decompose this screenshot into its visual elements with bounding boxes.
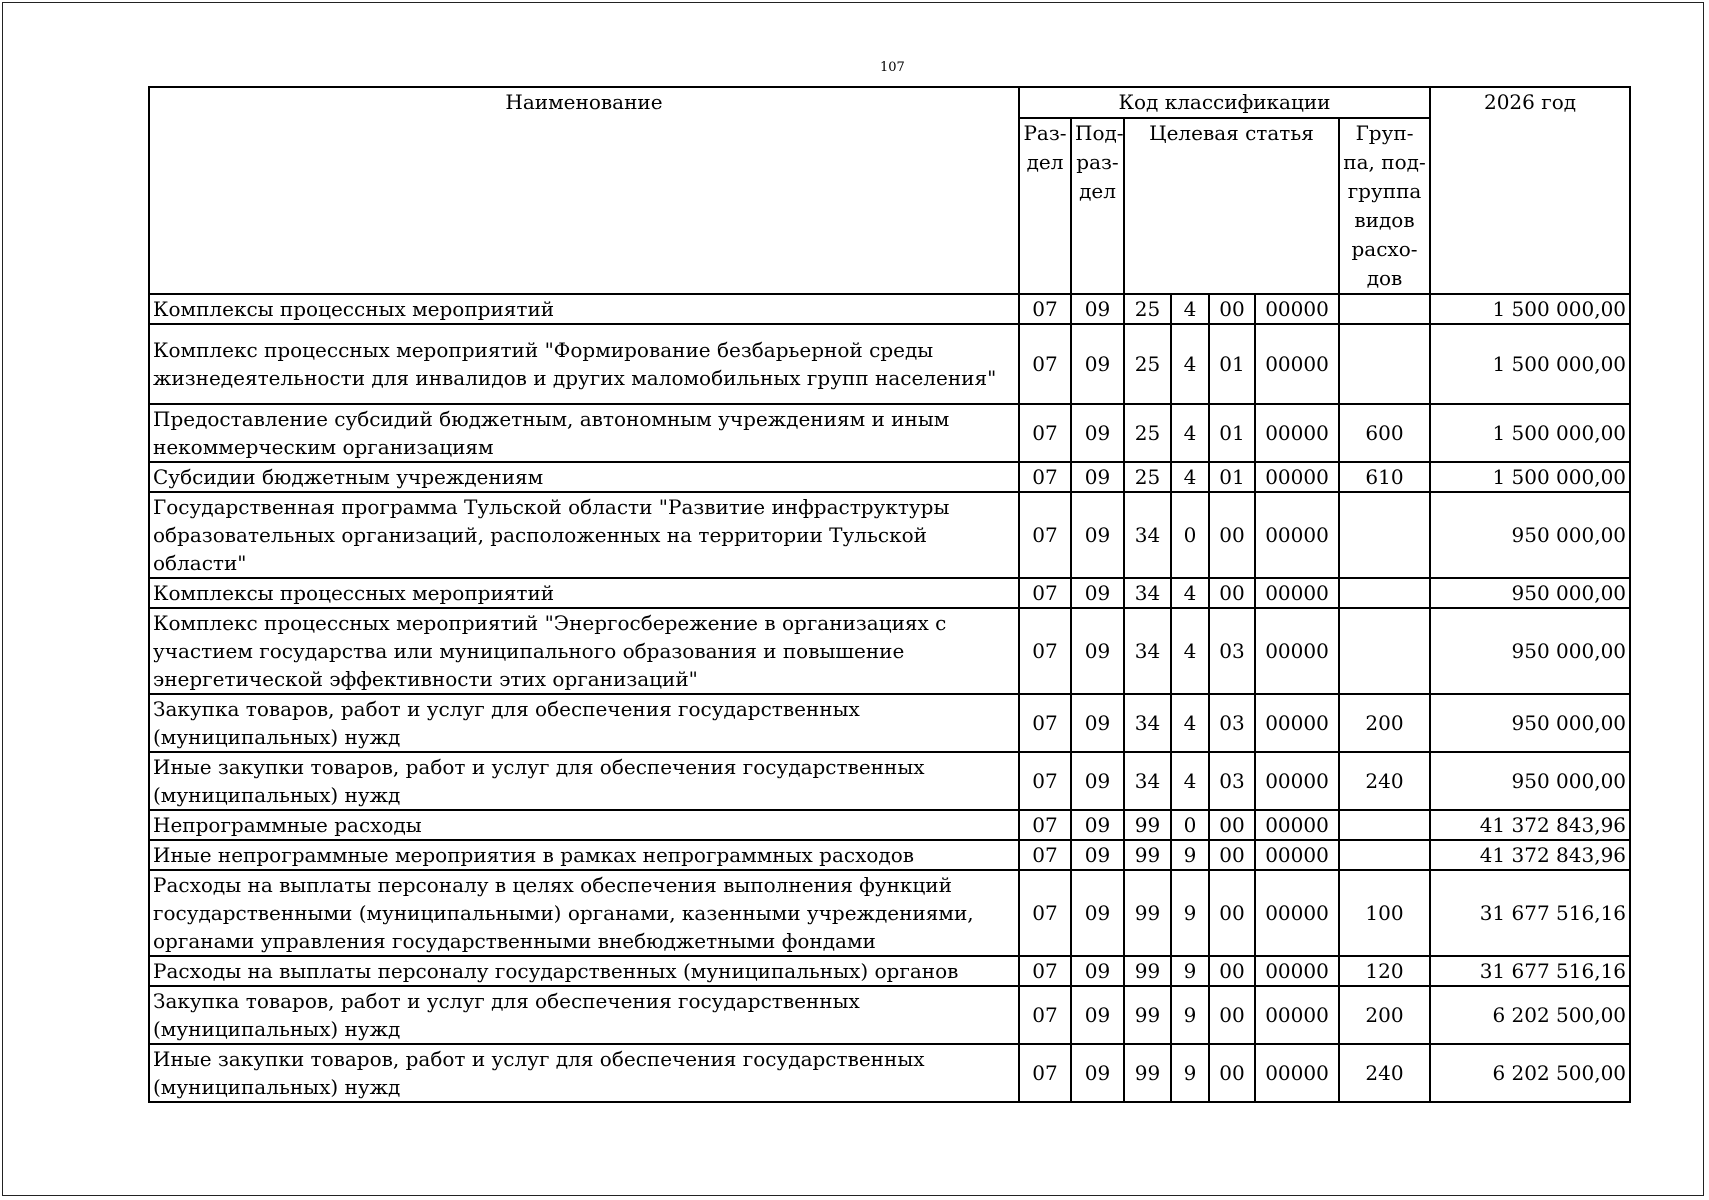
row-expense-group: 200: [1339, 986, 1430, 1044]
row-target-direction: 00000: [1255, 1044, 1339, 1102]
row-name: Иные непрограммные мероприятия в рамках непрограммных расходов: [149, 840, 1019, 870]
row-amount: 1 500 000,00: [1430, 294, 1630, 324]
row-expense-group: [1339, 810, 1430, 840]
header-classification-code: Код классификации: [1019, 87, 1430, 118]
header-year: 2026 год: [1430, 87, 1630, 294]
row-target-structure: 00: [1209, 1044, 1255, 1102]
row-subsection: 09: [1071, 694, 1124, 752]
row-expense-group: [1339, 578, 1430, 608]
table-row: [149, 752, 1630, 810]
row-section: 07: [1019, 492, 1071, 578]
row-amount: 950 000,00: [1430, 752, 1630, 810]
row-name: Иные закупки товаров, работ и услуг для обеспечения государственных (муниципальных) нужд: [149, 1044, 1019, 1102]
row-target-type: 4: [1171, 324, 1209, 404]
row-target-direction: 00000: [1255, 404, 1339, 462]
table-row: [149, 324, 1630, 404]
row-target-direction: 00000: [1255, 324, 1339, 404]
row-subsection: 09: [1071, 752, 1124, 810]
row-target-program: 99: [1124, 1044, 1171, 1102]
budget-table: [148, 86, 1631, 1103]
row-target-program: 99: [1124, 956, 1171, 986]
row-expense-group: 120: [1339, 956, 1430, 986]
row-section: 07: [1019, 324, 1071, 404]
row-target-direction: 00000: [1255, 870, 1339, 956]
header-section: Раз-дел: [1019, 118, 1071, 294]
row-target-direction: 00000: [1255, 840, 1339, 870]
row-target-structure: 00: [1209, 986, 1255, 1044]
row-target-type: 4: [1171, 578, 1209, 608]
row-subsection: 09: [1071, 840, 1124, 870]
row-name: Комплекс процессных мероприятий "Энергосбережение в организациях с участием государства или муниципального образования и повышение энергетической эффективности этих организаций": [149, 608, 1019, 694]
row-name: Предоставление субсидий бюджетным, автономным учреждениям и иным некоммерческим организациям: [149, 404, 1019, 462]
row-target-type: 4: [1171, 462, 1209, 492]
row-target-type: 9: [1171, 956, 1209, 986]
row-target-structure: 01: [1209, 324, 1255, 404]
row-expense-group: 200: [1339, 694, 1430, 752]
row-amount: 950 000,00: [1430, 492, 1630, 578]
row-section: 07: [1019, 578, 1071, 608]
row-target-program: 34: [1124, 752, 1171, 810]
row-section: 07: [1019, 870, 1071, 956]
row-target-type: 9: [1171, 1044, 1209, 1102]
row-target-type: 4: [1171, 404, 1209, 462]
row-expense-group: 240: [1339, 752, 1430, 810]
row-expense-group: 100: [1339, 870, 1430, 956]
row-name: Субсидии бюджетным учреждениям: [149, 462, 1019, 492]
row-target-type: 0: [1171, 492, 1209, 578]
row-target-structure: 00: [1209, 840, 1255, 870]
row-section: 07: [1019, 294, 1071, 324]
table-row: [149, 404, 1630, 462]
row-target-type: 9: [1171, 840, 1209, 870]
row-target-type: 0: [1171, 810, 1209, 840]
row-subsection: 09: [1071, 956, 1124, 986]
row-expense-group: [1339, 492, 1430, 578]
row-name: Комплексы процессных мероприятий: [149, 294, 1019, 324]
header-name: Наименование: [149, 87, 1019, 294]
row-section: 07: [1019, 810, 1071, 840]
row-target-type: 4: [1171, 608, 1209, 694]
row-section: 07: [1019, 752, 1071, 810]
row-target-structure: 01: [1209, 462, 1255, 492]
row-expense-group: 610: [1339, 462, 1430, 492]
table-row: [149, 810, 1630, 840]
row-target-structure: 00: [1209, 492, 1255, 578]
table-row: [149, 986, 1630, 1044]
header-subsection: Под-раз-дел: [1071, 118, 1124, 294]
row-target-structure: 00: [1209, 294, 1255, 324]
row-name: Комплекс процессных мероприятий "Формирование безбарьерной среды жизнедеятельности для инвалидов и других маломобильных групп населения": [149, 324, 1019, 404]
row-target-program: 25: [1124, 404, 1171, 462]
row-subsection: 09: [1071, 870, 1124, 956]
row-target-structure: 03: [1209, 694, 1255, 752]
row-target-structure: 00: [1209, 956, 1255, 986]
row-expense-group: 600: [1339, 404, 1430, 462]
page-number: 107: [880, 60, 905, 75]
row-section: 07: [1019, 956, 1071, 986]
table-row: [149, 694, 1630, 752]
row-target-type: 4: [1171, 694, 1209, 752]
row-target-direction: 00000: [1255, 608, 1339, 694]
table-row: [149, 578, 1630, 608]
table-row: [149, 608, 1630, 694]
row-name: Комплексы процессных мероприятий: [149, 578, 1019, 608]
row-section: 07: [1019, 1044, 1071, 1102]
table-body: [149, 294, 1630, 1102]
row-target-direction: 00000: [1255, 492, 1339, 578]
row-target-direction: 00000: [1255, 294, 1339, 324]
row-subsection: 09: [1071, 492, 1124, 578]
row-expense-group: [1339, 324, 1430, 404]
row-target-structure: 01: [1209, 404, 1255, 462]
row-amount: 41 372 843,96: [1430, 840, 1630, 870]
row-section: 07: [1019, 986, 1071, 1044]
row-amount: 1 500 000,00: [1430, 462, 1630, 492]
header-target-article: Целевая статья: [1124, 118, 1339, 294]
row-target-program: 34: [1124, 694, 1171, 752]
row-target-type: 9: [1171, 870, 1209, 956]
table-row: [149, 870, 1630, 956]
row-name: Расходы на выплаты персоналу в целях обеспечения выполнения функций государственными (муниципальными) органами, казенными учреждениями, органами управления государственными внебюджетными фондами: [149, 870, 1019, 956]
row-expense-group: [1339, 840, 1430, 870]
row-section: 07: [1019, 608, 1071, 694]
table-row: [149, 462, 1630, 492]
row-target-program: 99: [1124, 810, 1171, 840]
row-section: 07: [1019, 462, 1071, 492]
table-row: [149, 1044, 1630, 1102]
row-subsection: 09: [1071, 1044, 1124, 1102]
row-target-structure: 00: [1209, 578, 1255, 608]
table-row: [149, 294, 1630, 324]
row-amount: 950 000,00: [1430, 578, 1630, 608]
row-target-direction: 00000: [1255, 986, 1339, 1044]
row-target-structure: 00: [1209, 810, 1255, 840]
row-target-program: 99: [1124, 840, 1171, 870]
header-expense-group: Груп-па, под-группа видов расхо-дов: [1339, 118, 1430, 294]
row-amount: 41 372 843,96: [1430, 810, 1630, 840]
row-subsection: 09: [1071, 810, 1124, 840]
row-expense-group: [1339, 294, 1430, 324]
row-expense-group: 240: [1339, 1044, 1430, 1102]
row-amount: 950 000,00: [1430, 608, 1630, 694]
row-target-program: 25: [1124, 294, 1171, 324]
row-amount: 31 677 516,16: [1430, 870, 1630, 956]
row-target-program: 34: [1124, 492, 1171, 578]
row-amount: 1 500 000,00: [1430, 404, 1630, 462]
row-name: Закупка товаров, работ и услуг для обеспечения государственных (муниципальных) нужд: [149, 986, 1019, 1044]
row-subsection: 09: [1071, 608, 1124, 694]
row-subsection: 09: [1071, 294, 1124, 324]
row-name: Расходы на выплаты персоналу государственных (муниципальных) органов: [149, 956, 1019, 986]
row-target-structure: 00: [1209, 870, 1255, 956]
row-target-structure: 03: [1209, 752, 1255, 810]
row-subsection: 09: [1071, 578, 1124, 608]
row-target-direction: 00000: [1255, 956, 1339, 986]
row-name: Закупка товаров, работ и услуг для обеспечения государственных (муниципальных) нужд: [149, 694, 1019, 752]
row-name: Государственная программа Тульской области "Развитие инфраструктуры образовательных организаций, расположенных на территории Тульской области": [149, 492, 1019, 578]
table-row: [149, 840, 1630, 870]
row-section: 07: [1019, 694, 1071, 752]
row-target-direction: 00000: [1255, 578, 1339, 608]
row-target-program: 34: [1124, 578, 1171, 608]
row-target-structure: 03: [1209, 608, 1255, 694]
row-target-direction: 00000: [1255, 462, 1339, 492]
row-target-direction: 00000: [1255, 694, 1339, 752]
row-target-direction: 00000: [1255, 810, 1339, 840]
row-target-program: 25: [1124, 462, 1171, 492]
row-amount: 950 000,00: [1430, 694, 1630, 752]
row-target-program: 25: [1124, 324, 1171, 404]
row-subsection: 09: [1071, 462, 1124, 492]
row-name: Непрограммные расходы: [149, 810, 1019, 840]
row-target-program: 99: [1124, 986, 1171, 1044]
row-target-program: 99: [1124, 870, 1171, 956]
row-amount: 31 677 516,16: [1430, 956, 1630, 986]
row-subsection: 09: [1071, 324, 1124, 404]
table-row: [149, 956, 1630, 986]
row-target-program: 34: [1124, 608, 1171, 694]
row-section: 07: [1019, 404, 1071, 462]
row-name: Иные закупки товаров, работ и услуг для обеспечения государственных (муниципальных) нужд: [149, 752, 1019, 810]
row-target-type: 9: [1171, 986, 1209, 1044]
row-subsection: 09: [1071, 986, 1124, 1044]
table-row: [149, 492, 1630, 578]
row-target-type: 4: [1171, 752, 1209, 810]
row-amount: 6 202 500,00: [1430, 986, 1630, 1044]
row-amount: 6 202 500,00: [1430, 1044, 1630, 1102]
row-amount: 1 500 000,00: [1430, 324, 1630, 404]
row-subsection: 09: [1071, 404, 1124, 462]
row-target-direction: 00000: [1255, 752, 1339, 810]
row-section: 07: [1019, 840, 1071, 870]
row-expense-group: [1339, 608, 1430, 694]
row-target-type: 4: [1171, 294, 1209, 324]
